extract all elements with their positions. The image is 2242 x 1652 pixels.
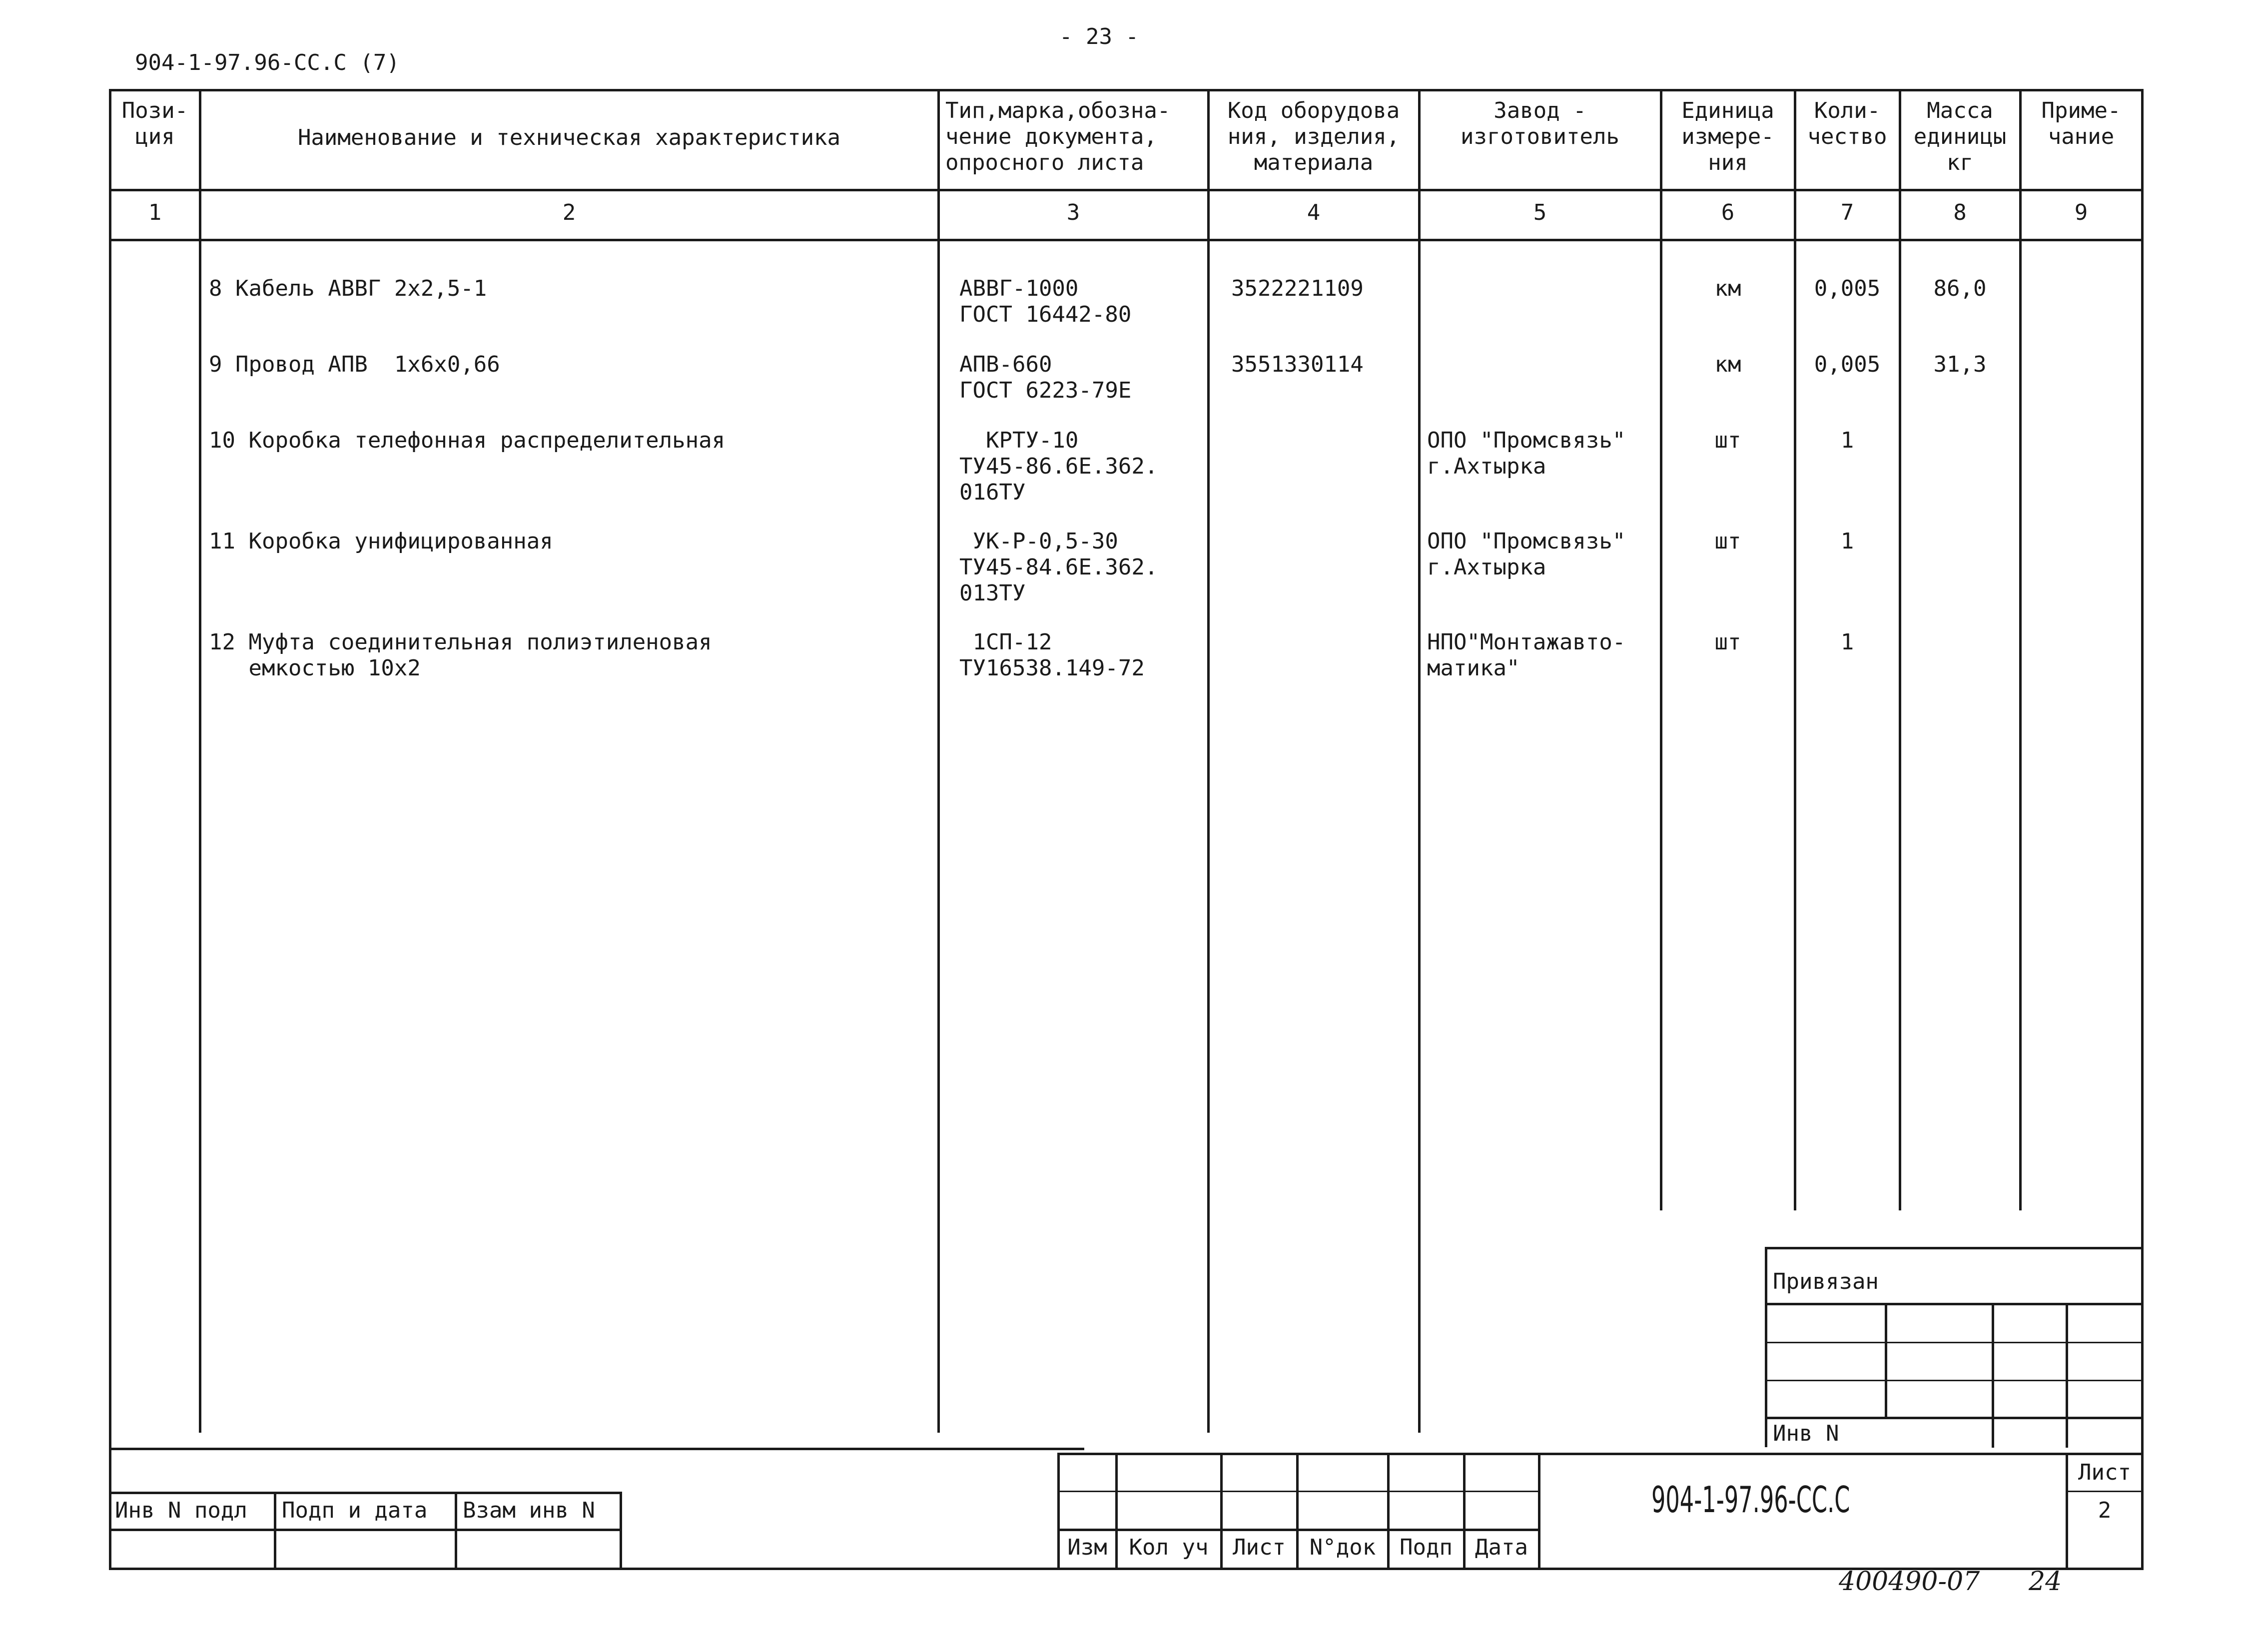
row-quantity: 1 [1840,428,1854,453]
header-code: Код оборудова ния, изделия, материала [1227,98,1400,175]
column-number: 1 [148,200,162,225]
row-quantity: 0,005 [1814,352,1881,377]
header-manufacturer: Завод - изготовитель [1461,98,1619,149]
sheet-label: Лист [2078,1460,2131,1485]
row-unit: шт [1714,428,1741,453]
row-manufacturer: НПО"Монтажавто- матика" [1427,629,1626,681]
title-block-col-label: Кол уч [1129,1535,1209,1560]
row-name: 8 Кабель АВВГ 2х2,5-1 [209,276,487,301]
column-number: 8 [1953,200,1967,225]
header-position: Пози- ция [121,98,188,149]
header-mass: Масса единицы кг [1913,98,2007,175]
title-block-col-label: N°док [1309,1535,1376,1560]
row-name: 10 Коробка телефонная распределительная [209,428,726,453]
title-block-col-label: Дата [1475,1535,1528,1560]
column-number: 9 [2074,200,2088,225]
binding-inventory-label: Инв N [1773,1421,1839,1446]
column-number: 3 [1066,200,1080,225]
handwritten-page-number: 24 [2029,1567,2062,1597]
row-code: 3522221109 [1231,276,1364,301]
header-type: Тип,марка,обозна- чение документа, опросного листа [945,98,1171,175]
row-quantity: 1 [1840,529,1854,554]
document-code-top: 904-1-97.96-СС.С (7) [135,50,400,75]
header-quantity: Коли- чество [1807,98,1887,149]
row-manufacturer: ОПО "Промсвязь" г.Ахтырка [1427,428,1626,479]
row-name: 12 Муфта соединительная полиэтиленовая емкостью 10х2 [209,629,712,681]
row-type: КРТУ-10 ТУ45-86.6Е.362. 016ТУ [959,428,1158,505]
row-name: 11 Коробка унифицированная [209,529,553,554]
row-type: АПВ-660 ГОСТ 6223-79Е [959,352,1132,403]
column-number: 5 [1533,200,1547,225]
row-mass: 86,0 [1933,276,1987,301]
left-stamp-label: Подп и дата [282,1498,428,1523]
title-block-col-label: Подп [1400,1535,1453,1560]
column-number: 7 [1840,200,1854,225]
header-note: Приме- чание [2041,98,2121,149]
column-number: 4 [1307,200,1321,225]
column-number: 2 [562,200,576,225]
row-type: УК-Р-0,5-30 ТУ45-84.6Е.362. 013ТУ [959,529,1158,606]
row-type: 1СП-12 ТУ16538.149-72 [959,629,1145,681]
row-quantity: 1 [1840,629,1854,655]
row-unit: км [1714,276,1741,301]
row-unit: км [1714,352,1741,377]
handwritten-archive-number: 400490-07 [1839,1567,1980,1597]
left-stamp-label: Взам инв N [463,1498,595,1523]
row-mass: 31,3 [1933,352,1987,377]
column-number: 6 [1721,200,1735,225]
left-stamp-label: Инв N подл [115,1498,247,1523]
title-block-col-label: Изм [1067,1535,1107,1560]
row-type: АВВГ-1000 ГОСТ 16442-80 [959,276,1132,327]
row-name: 9 Провод АПВ 1х6х0,66 [209,352,500,377]
row-unit: шт [1714,529,1741,554]
row-code: 3551330114 [1231,352,1364,377]
row-manufacturer: ОПО "Промсвязь" г.Ахтырка [1427,529,1626,580]
title-block-document-code: 904-1-97.96-СС.С [1651,1479,1850,1521]
header-unit: Единица измере- ния [1681,98,1774,175]
header-name: Наименование и техническая характеристика [297,125,841,150]
row-quantity: 0,005 [1814,276,1881,301]
sheet-number: 2 [2098,1498,2112,1523]
page-number: - 23 - [1059,24,1139,49]
row-unit: шт [1714,629,1741,655]
binding-title: Привязан [1773,1269,1879,1294]
title-block-col-label: Лист [1233,1535,1286,1560]
